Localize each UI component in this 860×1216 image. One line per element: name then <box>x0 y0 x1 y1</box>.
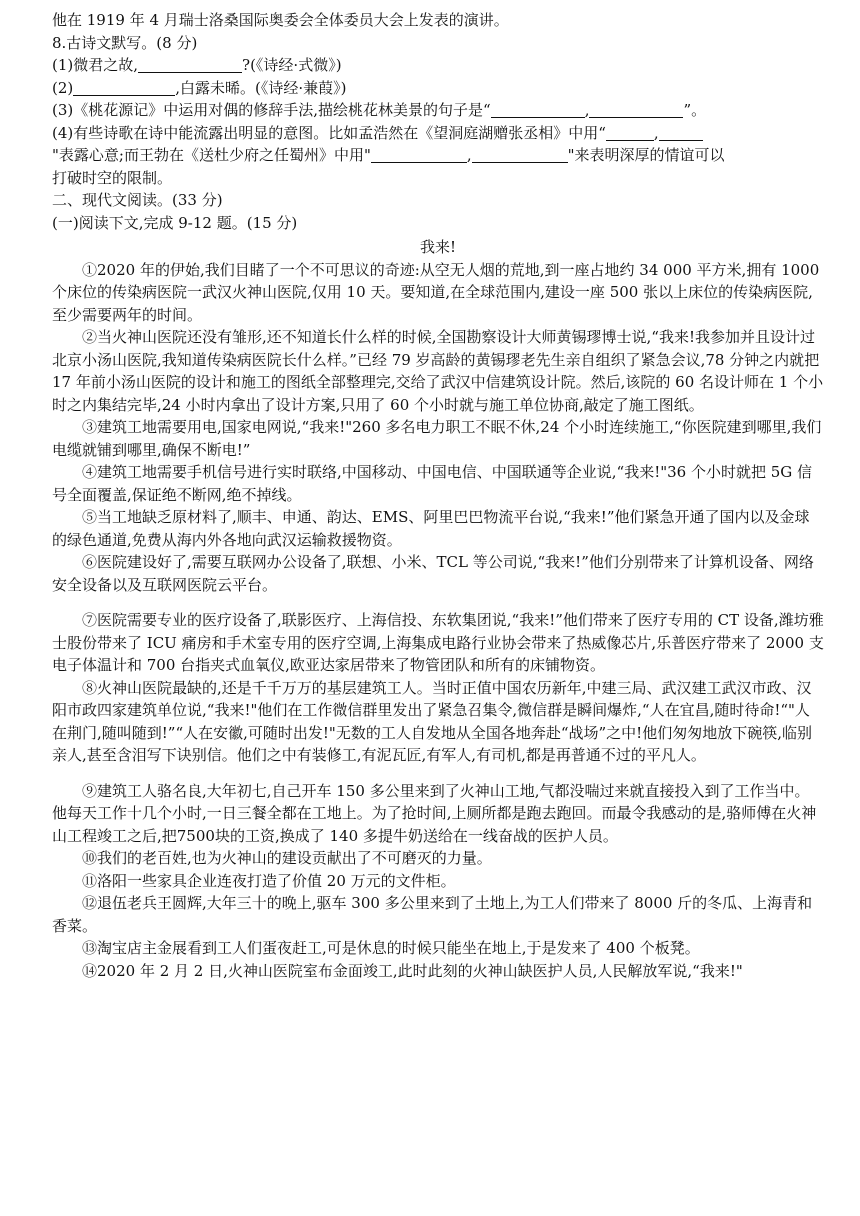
answer-blank[interactable] <box>606 125 654 141</box>
paragraph: ②当火神山医院还没有雏形,还不知道长什么样的时候,全国勘察设计大师黄锡璆博士说,“我来!我参加并且设计过北京小汤山医院,我知道传染病医院长什么样。”已经 79 岁高龄的黄锡璆老先生亲自组织了紧急会议,78 分钟之内就把 17 年前小汤山医院的设计和施工的图纸全部整理完,交给了武汉中信建筑设计院。然后,该院的 60 名设计师在 1 个小时之内集结完毕,24 小时内拿出了设计方案,只用了 60 个小时就与施工单位协商,敲定了施工图纸。 <box>52 328 824 414</box>
q8-heading: 8.古诗文默写。(8 分) <box>52 33 198 52</box>
answer-blank[interactable] <box>491 102 585 118</box>
paragraph: ①2020 年的伊始,我们目睹了一个不可思议的奇迹:从空无人烟的荒地,到一座占地约 34 000 平方米,拥有 1000 个床位的传染病医院一武汉火神山医院,仅用 10 天。要知道,在全球范围内,建设一座 500 张以上床位的传染病医院,至少需要两年的时间。 <box>52 260 820 324</box>
q8-item-3: (3)《桃花源记》中运用对偶的修辞手法,描绘桃花林美景的句子是“ , ”。 <box>52 101 707 119</box>
q8-item-4-line-3: 打破时空的限制。 <box>52 168 173 187</box>
sub-section-heading: (一)阅读下文,完成 9-12 题。(15 分) <box>52 213 298 232</box>
paragraph: ⑭2020 年 2 月 2 日,火神山医院室布金面竣工,此时此刻的火神山缺医护人员,人民解放军说,“我来!" <box>82 961 743 980</box>
answer-blank[interactable] <box>589 102 683 118</box>
paragraph: ⑤当工地缺乏原材料了,顺丰、申通、韵达、EMS、阿里巴巴物流平台说,“我来!”他们紧急开通了国内以及金球的绿色通道,免费从海内外各地向武汉运输救援物资。 <box>52 508 810 549</box>
paragraph: ⑨建筑工人骆名良,大年初七,自己开车 150 多公里来到了火神山工地,气都没喘过来就直接投入到了工作当中。他每天工作十几个小时,一日三餐全都在工地上。为了抢时间,上厕所都是跑去跑回。而最令我感动的是,骆师傅在火神山工程竣工之后,把7500块的工资,换成了 140 多提牛奶送给在一线奋战的医护人员。 <box>52 781 817 845</box>
paragraph: ⑥医院建设好了,需要互联网办公设备了,联想、小米、TCL 等公司说,“我来!”他们分别带来了计算机设备、网络安全设备以及互联网医院云平台。 <box>52 553 814 594</box>
paragraph: ⑬淘宝店主金展看到工人们蛋夜赶工,可是休息的时候只能坐在地上,于是发来了 400 个板凳。 <box>82 939 700 957</box>
answer-blank[interactable] <box>73 80 175 96</box>
q8-item-1: (1)微君之故, ?(《诗经·式微》) <box>52 56 342 74</box>
paragraph: ⑪洛阳一些家具企业连夜打造了价值 20 万元的文件柜。 <box>82 871 456 890</box>
paragraph: ⑩我们的老百姓,也为火神山的建设贡献出了不可磨灭的力量。 <box>82 849 492 867</box>
paragraph: ⑦医院需要专业的医疗设备了,联影医疗、上海信投、东软集团说,“我来!”他们带来了医疗专用的 CT 设备,潍坊雅士股份带来了 ICU 痛房和手术室专用的医疗空调,上海集成电路行业协会带来了热威像芯片,乐普医疗带来了 2000 支电子体温计和 700 台指夹式血氧仪,欧亚达家居带来了物管团队和所有的床铺物资。 <box>52 611 824 674</box>
paragraph: ⑧火神山医院最缺的,还是千千万万的基层建筑工人。当时正值中国农历新年,中建三局、武汉建工武汉市政、汉阳市政四家建筑单位说,“我来!"他们在工作微信群里发出了紧急召集令,微信群是瞬间爆炸,“人在宜昌,随时待命!“"人在荆门,随叫随到!”“人在安徽,可随时出发!"无数的工人自发地从全国各地奔赴“战场”之中!他们匆匆地放下碗筷,临别亲人,甚至含泪写下诀别信。他们之中有装修工,有泥瓦匠,有军人,有司机,都是再普通不过的平凡人。 <box>52 678 812 764</box>
intro-tail-line: 他在 1919 年 4 月瑞士洛桑国际奥委会全体委员大会上发表的演讲。 <box>52 11 509 29</box>
article-title: 我来! <box>419 238 457 256</box>
q8-item-2: (2) ,白露未晞。(《诗经·兼葭》) <box>52 78 347 97</box>
answer-blank[interactable] <box>472 147 568 163</box>
q8-item-4-line-2: "表露心意;而王勃在《送杜少府之任蜀州》中用" , "来表明深厚的情谊可以 <box>52 146 725 164</box>
section-heading: 二、现代文阅读。(33 分) <box>52 191 223 209</box>
paragraph: ③建筑工地需要用电,国家电网说,“我来!"260 多名电力职工不眠不休,24 个小时连续施工,“你医院建到哪里,我们电缆就铺到哪里,确保不断电!” <box>52 418 822 459</box>
answer-blank[interactable] <box>659 125 703 141</box>
answer-blank[interactable] <box>138 57 242 73</box>
paragraph: ⑫退伍老兵王圆辉,大年三十的晚上,驱车 300 多公里来到了土地上,为工人们带来了 8000 斤的冬瓜、上海青和香菜。 <box>52 894 813 935</box>
answer-blank[interactable] <box>371 147 467 163</box>
paragraph: ④建筑工地需要手机信号进行实时联络,中国移动、中国电信、中国联通等企业说,“我来!"36 个小时就把 5G 信号全面覆盖,保证绝不断网,绝不掉线。 <box>52 463 813 504</box>
q8-item-4-line-1: (4)有些诗歌在诗中能流露出明显的意图。比如孟浩然在《望洞庭湖赠张丞相》中用“ , <box>52 122 824 145</box>
